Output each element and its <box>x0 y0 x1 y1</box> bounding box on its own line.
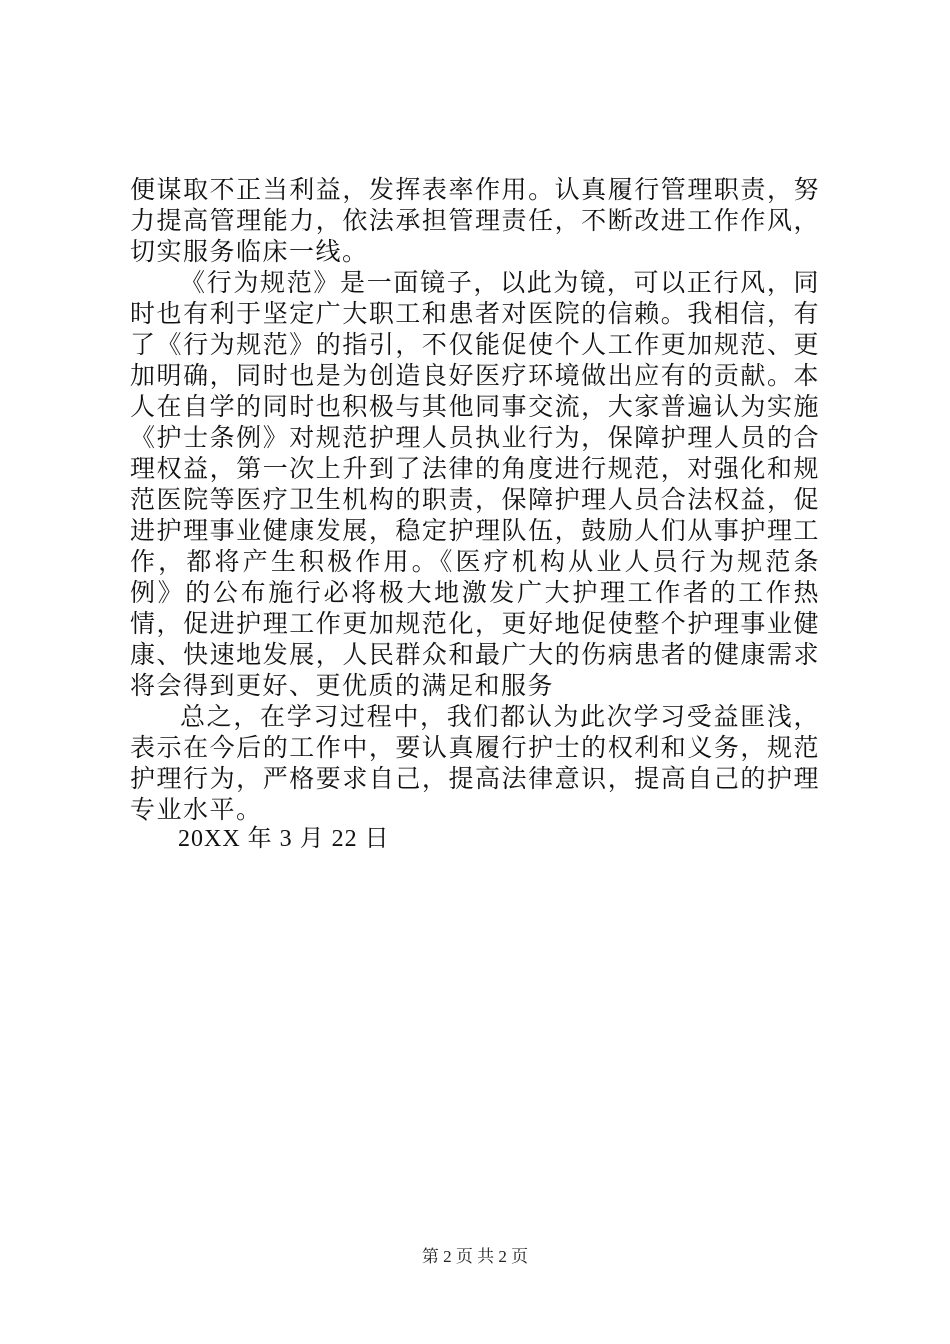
document-body <box>130 174 820 825</box>
page-footer: 第 2 页 共 2 页 <box>421 1247 529 1266</box>
paragraph-continuation: 便谋取不正当利益，发挥表率作用。认真履行管理职责，努力提高管理能力，依法承担管理责任，不断改进工作作风，切实服务临床一线。 <box>130 175 820 266</box>
paragraph-conclusion: 总之，在学习过程中，我们都认为此次学习受益匪浅，表示在今后的工作中，要认真履行护士的权利和义务，规范护理行为，严格要求自己，提高法律意识，提高自己的护理专业水平。 <box>130 702 820 824</box>
document-date: 20XX 年 3 月 22 日 <box>178 826 390 852</box>
paragraph-code-of-conduct: 《行为规范》是一面镜子，以此为镜，可以正行风，同时也有利于坚定广大职工和患者对医院的信赖。我相信，有了《行为规范》的指引，不仅能促使个人工作更加规范、更加明确，同时也是为创造良好医疗环境做出应有的贡献。本人在自学的同时也积极与其他同事交流，大家普遍认为实施《护士条例》对规范护理人员执业行为，保障护理人员的合理权益，第一次上升到了法律的角度进行规范，对强化和规范医院等医疗卫生机构的职责，保障护理人员合法权益，促进护理事业健康发展，稳定护理队伍，鼓励人们从事护理工作，都将产生积极作用。《医疗机构从业人员行为规范条例》的公布施行必将极大地激发广大护理工作者的工作热情，促进护理工作更加规范化，更好地促使整个护理事业健康、快速地发展，人民群众和最广大的伤病患者的健康需求将会得到更好、更优质的满足和服务 <box>130 268 820 700</box>
